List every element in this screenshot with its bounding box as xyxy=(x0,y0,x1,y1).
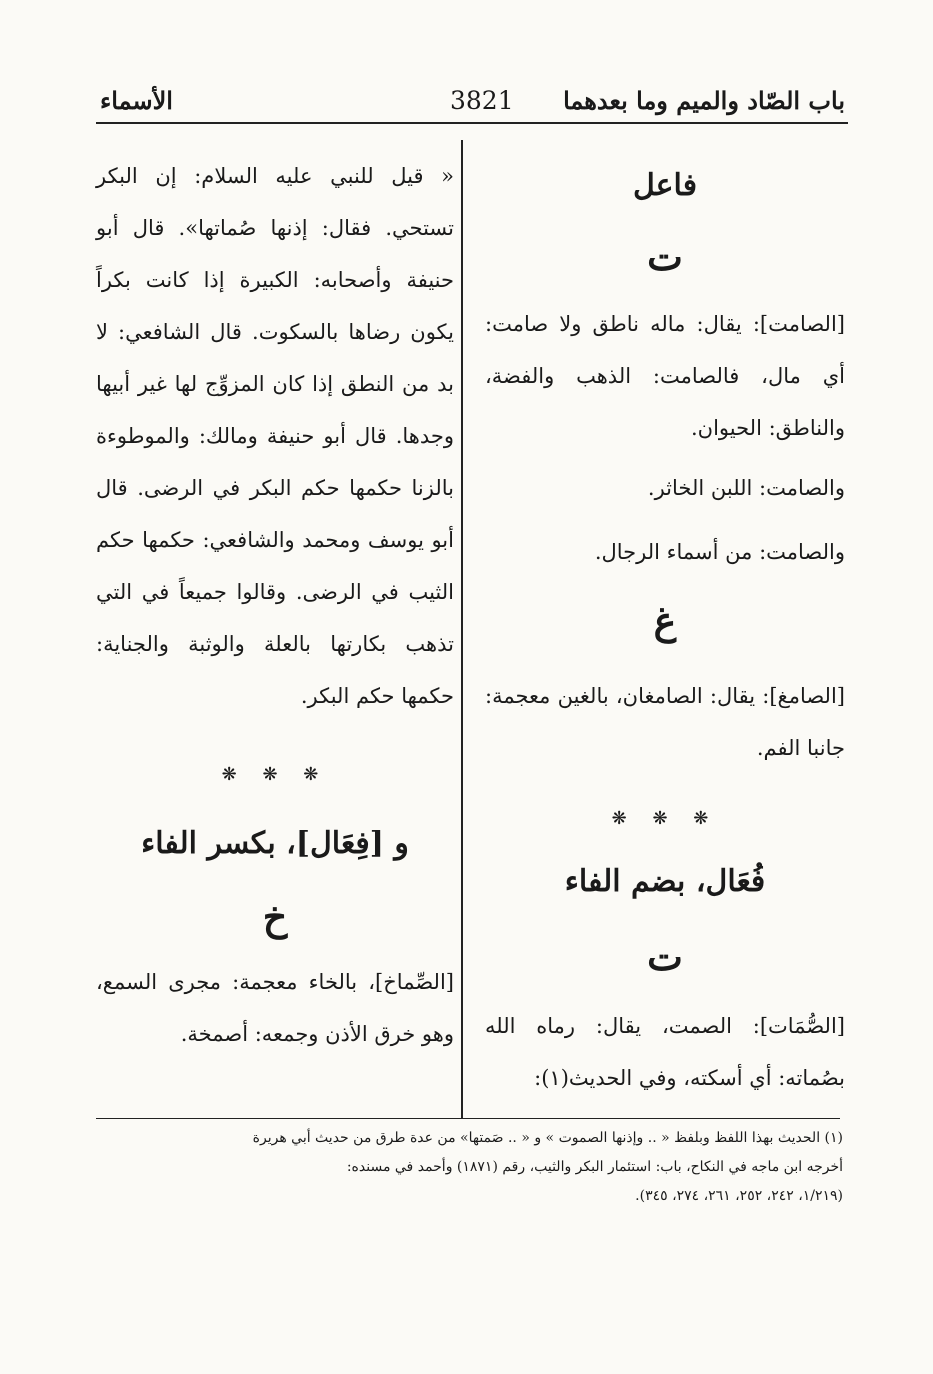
running-header-section: الأسماء xyxy=(100,86,173,115)
footnote-rule xyxy=(96,1118,840,1119)
heading-faail: فاعل xyxy=(632,168,698,203)
section-separator: ❋ ❋ ❋ xyxy=(221,764,329,785)
entry-simakh: [الصِّماخ]، بالخاء معجمة: مجرى السمع، وهو خرق الأذن وجمعه: أصمخة. xyxy=(96,970,454,1046)
entry-samit-milk: والصامت: اللبن الخاثر. xyxy=(647,476,845,500)
footnote-line: أخرجه ابن ماجه في النكاح، باب: استئمار البكر والثيب، رقم (١٨٧١) وأحمد في مسنده: xyxy=(346,1159,843,1175)
hadith-commentary: « قيل للنبي عليه السلام: إن البكر تستحي. فقال: إذنها صُماتها». قال أبو حنيفة وأصحابه: الكبيرة إذا كانت بكراً يكون رضاها بالسكوت. قال الشافعي: لا بد من النطق إذا كان المزوِّج لها غير أبيها وجدها. قال أبو حنيفة ومالك: والموطوءة بالزنا حكمها حكم البكر في الرضى. قال أبو يوسف ومحمد والشافعي: حكمها حكم الثيب في الرضى. وقالوا جميعاً في التي تذهب بكارتها بالعلة والوثبة والجناية: حكمها حكم البكر. xyxy=(96,164,454,708)
footnote-line: (١/٢١٩، ٢٤٢، ٢٥٢، ٢٦١، ٢٧٤، ٣٤٥). xyxy=(635,1188,843,1204)
heading-fuaal: فُعَال، بضم الفاء xyxy=(564,864,766,899)
letter-kha: خ xyxy=(262,894,288,939)
entry-samit-name: والصامت: من أسماء الرجال. xyxy=(594,540,845,564)
letter-ghayn: غ xyxy=(653,598,677,643)
footnote xyxy=(103,1124,843,1211)
page-number: 3821 xyxy=(450,86,514,115)
letter-ta: ت xyxy=(647,234,683,279)
running-header-chapter: باب الصّاد والميم وما بعدهما xyxy=(563,86,845,115)
header-rule xyxy=(96,122,848,124)
entry-samit: [الصامت]: يقال: ماله ناطق ولا صامت: أي مال، فالصامت: الذهب والفضة، والناطق: الحيوان. xyxy=(485,312,845,440)
heading-fiaal: و [فِعَال]، بكسر الفاء xyxy=(141,826,409,861)
section-separator: ❋ ❋ ❋ xyxy=(611,808,719,829)
footnote-line: (١) الحديث بهذا اللفظ وبلفظ « .. وإذنها الصموت » و « .. صَمتها» من عدة طرق من حديث أبي هريرة xyxy=(252,1130,843,1146)
column-divider xyxy=(461,140,463,1118)
letter-ta-2: ت xyxy=(647,934,683,979)
entry-samigh: [الصامغ]: يقال: الصامغان، بالغين معجمة: جانبا الفم. xyxy=(485,684,845,760)
entry-sumat: [الصُّمَات]: الصمت، يقال: رماه الله بصُماته: أي أسكته، وفي الحديث(١): xyxy=(485,1014,845,1090)
